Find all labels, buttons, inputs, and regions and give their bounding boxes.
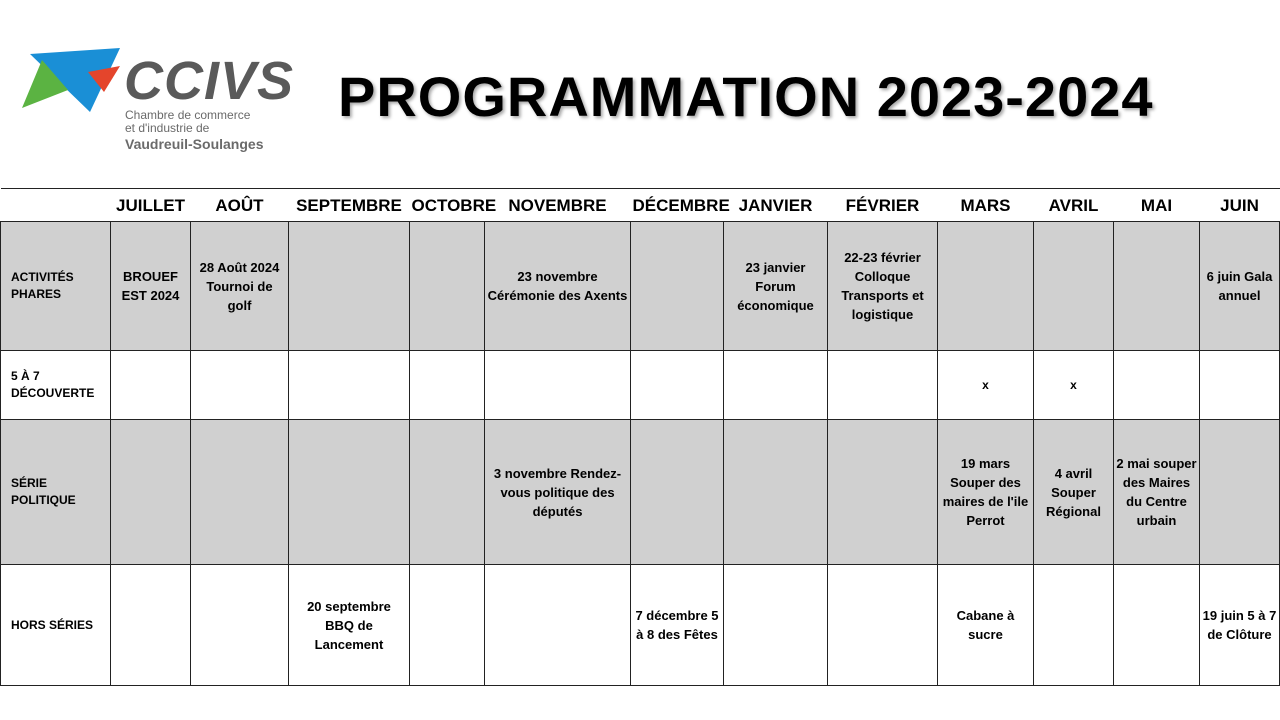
month-header: JANVIER xyxy=(724,189,828,222)
table-cell: 2 mai souper des Maires du Centre urbain xyxy=(1114,420,1200,565)
logo-line-2: et d'industrie de xyxy=(125,121,210,135)
table-cell xyxy=(410,420,485,565)
table-cell xyxy=(724,420,828,565)
table-cell: 20 septembre BBQ de Lancement xyxy=(289,565,410,686)
table-cell xyxy=(828,351,938,420)
table-cell xyxy=(410,565,485,686)
row-label: HORS SÉRIES xyxy=(1,565,111,686)
month-header: JUILLET xyxy=(111,189,191,222)
table-cell xyxy=(111,420,191,565)
table-cell xyxy=(938,222,1034,351)
page-title: PROGRAMMATION 2023-2024 xyxy=(338,65,1154,128)
table-row xyxy=(1,420,1280,565)
table-cell xyxy=(631,420,724,565)
table-cell: 7 décembre 5 à 8 des Fêtes xyxy=(631,565,724,686)
table-cell xyxy=(111,351,191,420)
ccivs-logo-mark-icon xyxy=(20,46,130,126)
table-cell xyxy=(724,565,828,686)
logo-name: CCIVS xyxy=(124,51,295,111)
table-cell xyxy=(631,222,724,351)
table-cell: 19 mars Souper des maires de l'ile Perrot xyxy=(938,420,1034,565)
table-cell xyxy=(1034,565,1114,686)
table-row xyxy=(1,351,1280,420)
table-cell xyxy=(631,351,724,420)
table-cell: BROUEF EST 2024 xyxy=(111,222,191,351)
table-cell xyxy=(410,351,485,420)
table-cell xyxy=(828,565,938,686)
month-header: SEPTEMBRE xyxy=(289,189,410,222)
row-label: SÉRIE POLITIQUE xyxy=(1,420,111,565)
table-cell xyxy=(289,351,410,420)
table-cell: x xyxy=(938,351,1034,420)
month-header: JUIN xyxy=(1200,189,1280,222)
table-cell xyxy=(828,420,938,565)
row-label: ACTIVITÉS PHARES xyxy=(1,222,111,351)
table-cell: 23 janvier Forum économique xyxy=(724,222,828,351)
month-header: DÉCEMBRE xyxy=(631,189,724,222)
table-cell xyxy=(289,420,410,565)
table-cell xyxy=(289,222,410,351)
table-cell: Cabane à sucre xyxy=(938,565,1034,686)
corner-cell xyxy=(1,189,111,222)
table-cell xyxy=(191,565,289,686)
schedule-table xyxy=(0,188,1280,686)
table-cell: 6 juin Gala annuel xyxy=(1200,222,1280,351)
table-cell xyxy=(191,420,289,565)
table-cell xyxy=(111,565,191,686)
table-cell xyxy=(191,351,289,420)
logo-line-3: Vaudreuil-Soulanges xyxy=(125,136,264,152)
table-cell xyxy=(410,222,485,351)
table-cell: 22-23 février Colloque Transports et logistique xyxy=(828,222,938,351)
month-header: AOÛT xyxy=(191,189,289,222)
month-header-row xyxy=(1,189,1280,222)
table-cell xyxy=(1200,351,1280,420)
table-cell: 19 juin 5 à 7 de Clôture xyxy=(1200,565,1280,686)
month-header: MARS xyxy=(938,189,1034,222)
table-cell: 23 novembre Cérémonie des Axents xyxy=(485,222,631,351)
table-cell xyxy=(1114,565,1200,686)
table-cell xyxy=(485,565,631,686)
row-label: 5 À 7 DÉCOUVERTE xyxy=(1,351,111,420)
table-row xyxy=(1,222,1280,351)
table-cell: 4 avril Souper Régional xyxy=(1034,420,1114,565)
month-header: AVRIL xyxy=(1034,189,1114,222)
month-header: NOVEMBRE xyxy=(485,189,631,222)
table-cell xyxy=(485,351,631,420)
month-header: MAI xyxy=(1114,189,1200,222)
table-cell: x xyxy=(1034,351,1114,420)
month-header: FÉVRIER xyxy=(828,189,938,222)
table-cell xyxy=(724,351,828,420)
table-cell xyxy=(1114,222,1200,351)
ccivs-logo xyxy=(20,46,300,156)
table-cell xyxy=(1034,222,1114,351)
month-header: OCTOBRE xyxy=(410,189,485,222)
table-cell: 28 Août 2024 Tournoi de golf xyxy=(191,222,289,351)
table-cell xyxy=(1114,351,1200,420)
table-row xyxy=(1,565,1280,686)
table-cell xyxy=(1200,420,1280,565)
table-cell: 3 novembre Rendez-vous politique des députés xyxy=(485,420,631,565)
logo-line-1: Chambre de commerce xyxy=(125,108,251,122)
